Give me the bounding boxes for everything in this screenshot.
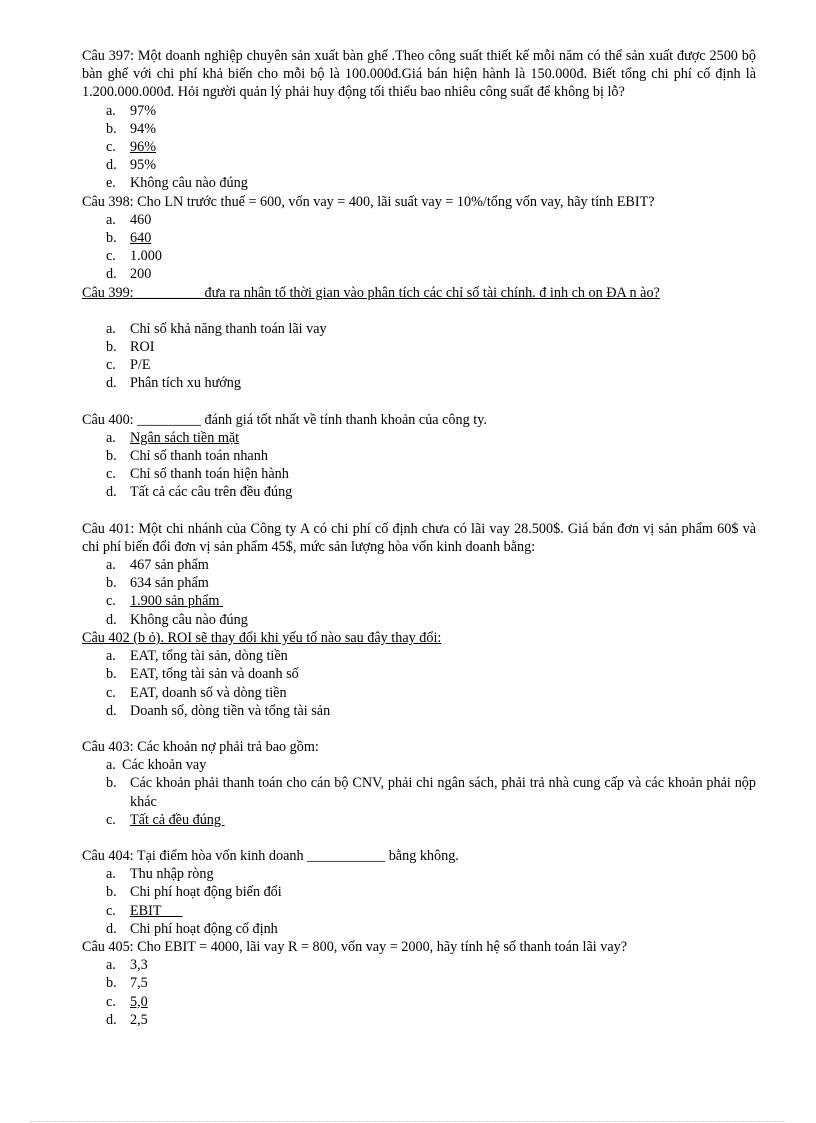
option [82, 102, 756, 120]
option [82, 574, 756, 592]
option-letter: b. [106, 448, 117, 465]
option-letter: d. [106, 611, 117, 628]
option-text: 5,0 [130, 993, 148, 1010]
option-letter: c. [106, 466, 116, 483]
option-letter: b. [106, 884, 117, 901]
options-402 [82, 647, 756, 720]
question-404: Câu 404: Tại điểm hòa vốn kinh doanh ___________ bằng không. [82, 847, 459, 864]
options-397 [82, 102, 756, 193]
option-text: Phân tích xu hướng [130, 375, 241, 392]
option-letter: e. [106, 175, 116, 192]
option-text: Không câu nào đúng [130, 175, 248, 192]
option-letter: b. [106, 120, 117, 137]
options-399 [82, 320, 756, 393]
options-401 [82, 556, 756, 629]
option [82, 1011, 756, 1029]
option-letter: a. [106, 102, 116, 119]
option [82, 320, 756, 338]
option-letter: c. [106, 811, 116, 828]
option-text: 94% [130, 120, 157, 137]
options-400 [82, 429, 756, 502]
option-letter: c. [106, 248, 116, 265]
option [82, 556, 756, 574]
option-text: 200 [130, 266, 152, 283]
option [82, 920, 756, 938]
option-text: 95% [130, 157, 157, 174]
option-text: 1.900 sản phẩm [130, 593, 223, 610]
option-text: Tất cả các câu trên đều đúng [130, 484, 293, 501]
option [82, 120, 756, 138]
option [82, 647, 756, 665]
option-text: ROI [130, 339, 155, 356]
option-letter: b. [106, 575, 117, 592]
option-letter: a. [106, 557, 116, 574]
page-bottom-divider [30, 1121, 786, 1122]
option-text: 634 sản phẩm [130, 575, 209, 592]
question-398: Câu 398: Cho LN trước thuế = 600, vốn vay = 400, lãi suất vay = 10%/tổng vốn vay, hãy tính EBIT? [82, 193, 655, 210]
question-400: Câu 400: _________ đánh giá tốt nhất về tính thanh khoản của công ty. [82, 411, 487, 428]
option [82, 174, 756, 192]
option-letter: d. [106, 484, 117, 501]
option-letter: a. [106, 648, 116, 665]
option-text: Chi phí hoạt động cố định [130, 920, 278, 937]
option-text: Doanh số, dòng tiền và tổng tài sản [130, 702, 331, 719]
option-text: Chỉ số thanh toán nhanh [130, 448, 268, 465]
option-text: 96% [130, 139, 157, 156]
option-text: 467 sản phẩm [130, 557, 209, 574]
option-text: 7,5 [130, 975, 148, 992]
option-letter: c. [106, 357, 116, 374]
option-letter: c. [106, 593, 116, 610]
option-letter: b. [106, 666, 117, 683]
option-text: 1.000 [130, 248, 162, 265]
option-letter: d. [106, 375, 117, 392]
option [82, 956, 756, 974]
option-letter: b. [106, 975, 117, 992]
option-text: Không câu nào đúng [130, 611, 248, 628]
option-letter: d. [106, 157, 117, 174]
option-text: 2,5 [130, 1011, 148, 1028]
option-text: Các khoản phải thanh toán cho cán bộ CNV, phải chi ngân sách, phải trả nhà cung cấp và các khoản phải nộp khác [130, 775, 756, 810]
option-text: EAT, doanh số và dòng tiền [130, 684, 287, 701]
option [82, 211, 756, 229]
option [82, 447, 756, 465]
question-402: Câu 402 (b ỏ). ROI sẽ thay đổi khi yếu tố nào sau đây thay đổi: [82, 629, 442, 646]
option-letter: d. [106, 702, 117, 719]
option-text: Tất cả đều đúng [130, 811, 225, 828]
option-text: EBIT [130, 902, 183, 919]
option-text: Chỉ số khả năng thanh toán lãi vay [130, 320, 327, 337]
option-text: P/E [130, 357, 151, 374]
spacer [82, 302, 756, 320]
option-text: 460 [130, 211, 152, 228]
option [82, 156, 756, 174]
option-letter: a. [106, 757, 116, 774]
option [82, 247, 756, 265]
option-correct [82, 138, 756, 156]
option-correct [82, 592, 756, 610]
option-text: 640 [130, 230, 152, 247]
option-text: 3,3 [130, 957, 148, 974]
question-397: Câu 397: Một doanh nghiệp chuyên sản xuất bàn ghế .Theo công suất thiết kế mỗi năm có thể sản xuất được 2500 bộ bàn ghế với chi phí khả biến cho mỗi bộ là 100.000đ.Giá bán hiện hành là 150.000đ. Biết tổng chi phí cố định là 1.200.000.000đ. Hỏi người quản lý phải huy động tối thiểu bao nhiêu công suất để không bị lỗ? [82, 48, 756, 101]
option [82, 611, 756, 629]
option-letter: b. [106, 230, 117, 247]
option-text: Các khoản vay [122, 757, 207, 774]
option-letter: c. [106, 993, 116, 1010]
option-letter: c. [106, 902, 116, 919]
option-correct [82, 902, 756, 920]
option [82, 265, 756, 283]
option-text: Chi phí hoạt động biến đổi [130, 884, 282, 901]
spacer [82, 502, 756, 520]
option-text: 97% [130, 102, 157, 119]
spacer [82, 829, 756, 847]
question-399: Câu 399: _________ đưa ra nhân tố thời gian vào phân tích các chỉ số tài chính. đ inh ch on ĐA n ào? [82, 284, 660, 301]
option [82, 702, 756, 720]
option-text: Chỉ số thanh toán hiện hành [130, 466, 289, 483]
option [82, 756, 756, 774]
option-letter: b. [106, 775, 117, 792]
question-401: Câu 401: Một chi nhánh của Công ty A có chi phí cố định chưa có lãi vay 28.500$. Giá bán đơn vị sản phẩm 60$ và chi phí biến đổi đơn vị sản phẩm 45$, mức sản lượng hòa vốn kinh doanh bằng: [82, 520, 756, 555]
option-letter: d. [106, 1011, 117, 1028]
option-letter: b. [106, 339, 117, 356]
option-text: Thu nhập ròng [130, 866, 214, 883]
option-correct [82, 229, 756, 247]
option-text: EAT, tổng tài sản và doanh số [130, 666, 299, 683]
options-398 [82, 211, 756, 284]
options-405 [82, 956, 756, 1029]
option-letter: a. [106, 429, 116, 446]
option-correct [82, 429, 756, 447]
question-403: Câu 403: Các khoản nợ phải trả bao gồm: [82, 738, 319, 755]
option [82, 865, 756, 883]
option [82, 684, 756, 702]
option [82, 374, 756, 392]
document-page [82, 47, 756, 1029]
option-letter: a. [106, 957, 116, 974]
option [82, 883, 756, 901]
option-correct [82, 993, 756, 1011]
options-404 [82, 865, 756, 938]
question-405: Câu 405: Cho EBIT = 4000, lãi vay R = 800, vốn vay = 2000, hãy tính hệ số thanh toán lãi vay? [82, 938, 628, 955]
option [82, 974, 756, 992]
option [82, 774, 756, 810]
option [82, 465, 756, 483]
option-text: Ngân sách tiền mặt [130, 429, 240, 446]
spacer [82, 393, 756, 411]
option-letter: d. [106, 266, 117, 283]
option-letter: d. [106, 920, 117, 937]
option [82, 665, 756, 683]
option [82, 356, 756, 374]
option-letter: a. [106, 866, 116, 883]
option-letter: a. [106, 211, 116, 228]
spacer [82, 720, 756, 738]
option-text: EAT, tổng tài sản, dòng tiền [130, 648, 288, 665]
option-letter: c. [106, 139, 116, 156]
options-403 [82, 756, 756, 829]
option [82, 483, 756, 501]
option [82, 338, 756, 356]
option-correct [82, 811, 756, 829]
option-letter: a. [106, 320, 116, 337]
option-letter: c. [106, 684, 116, 701]
